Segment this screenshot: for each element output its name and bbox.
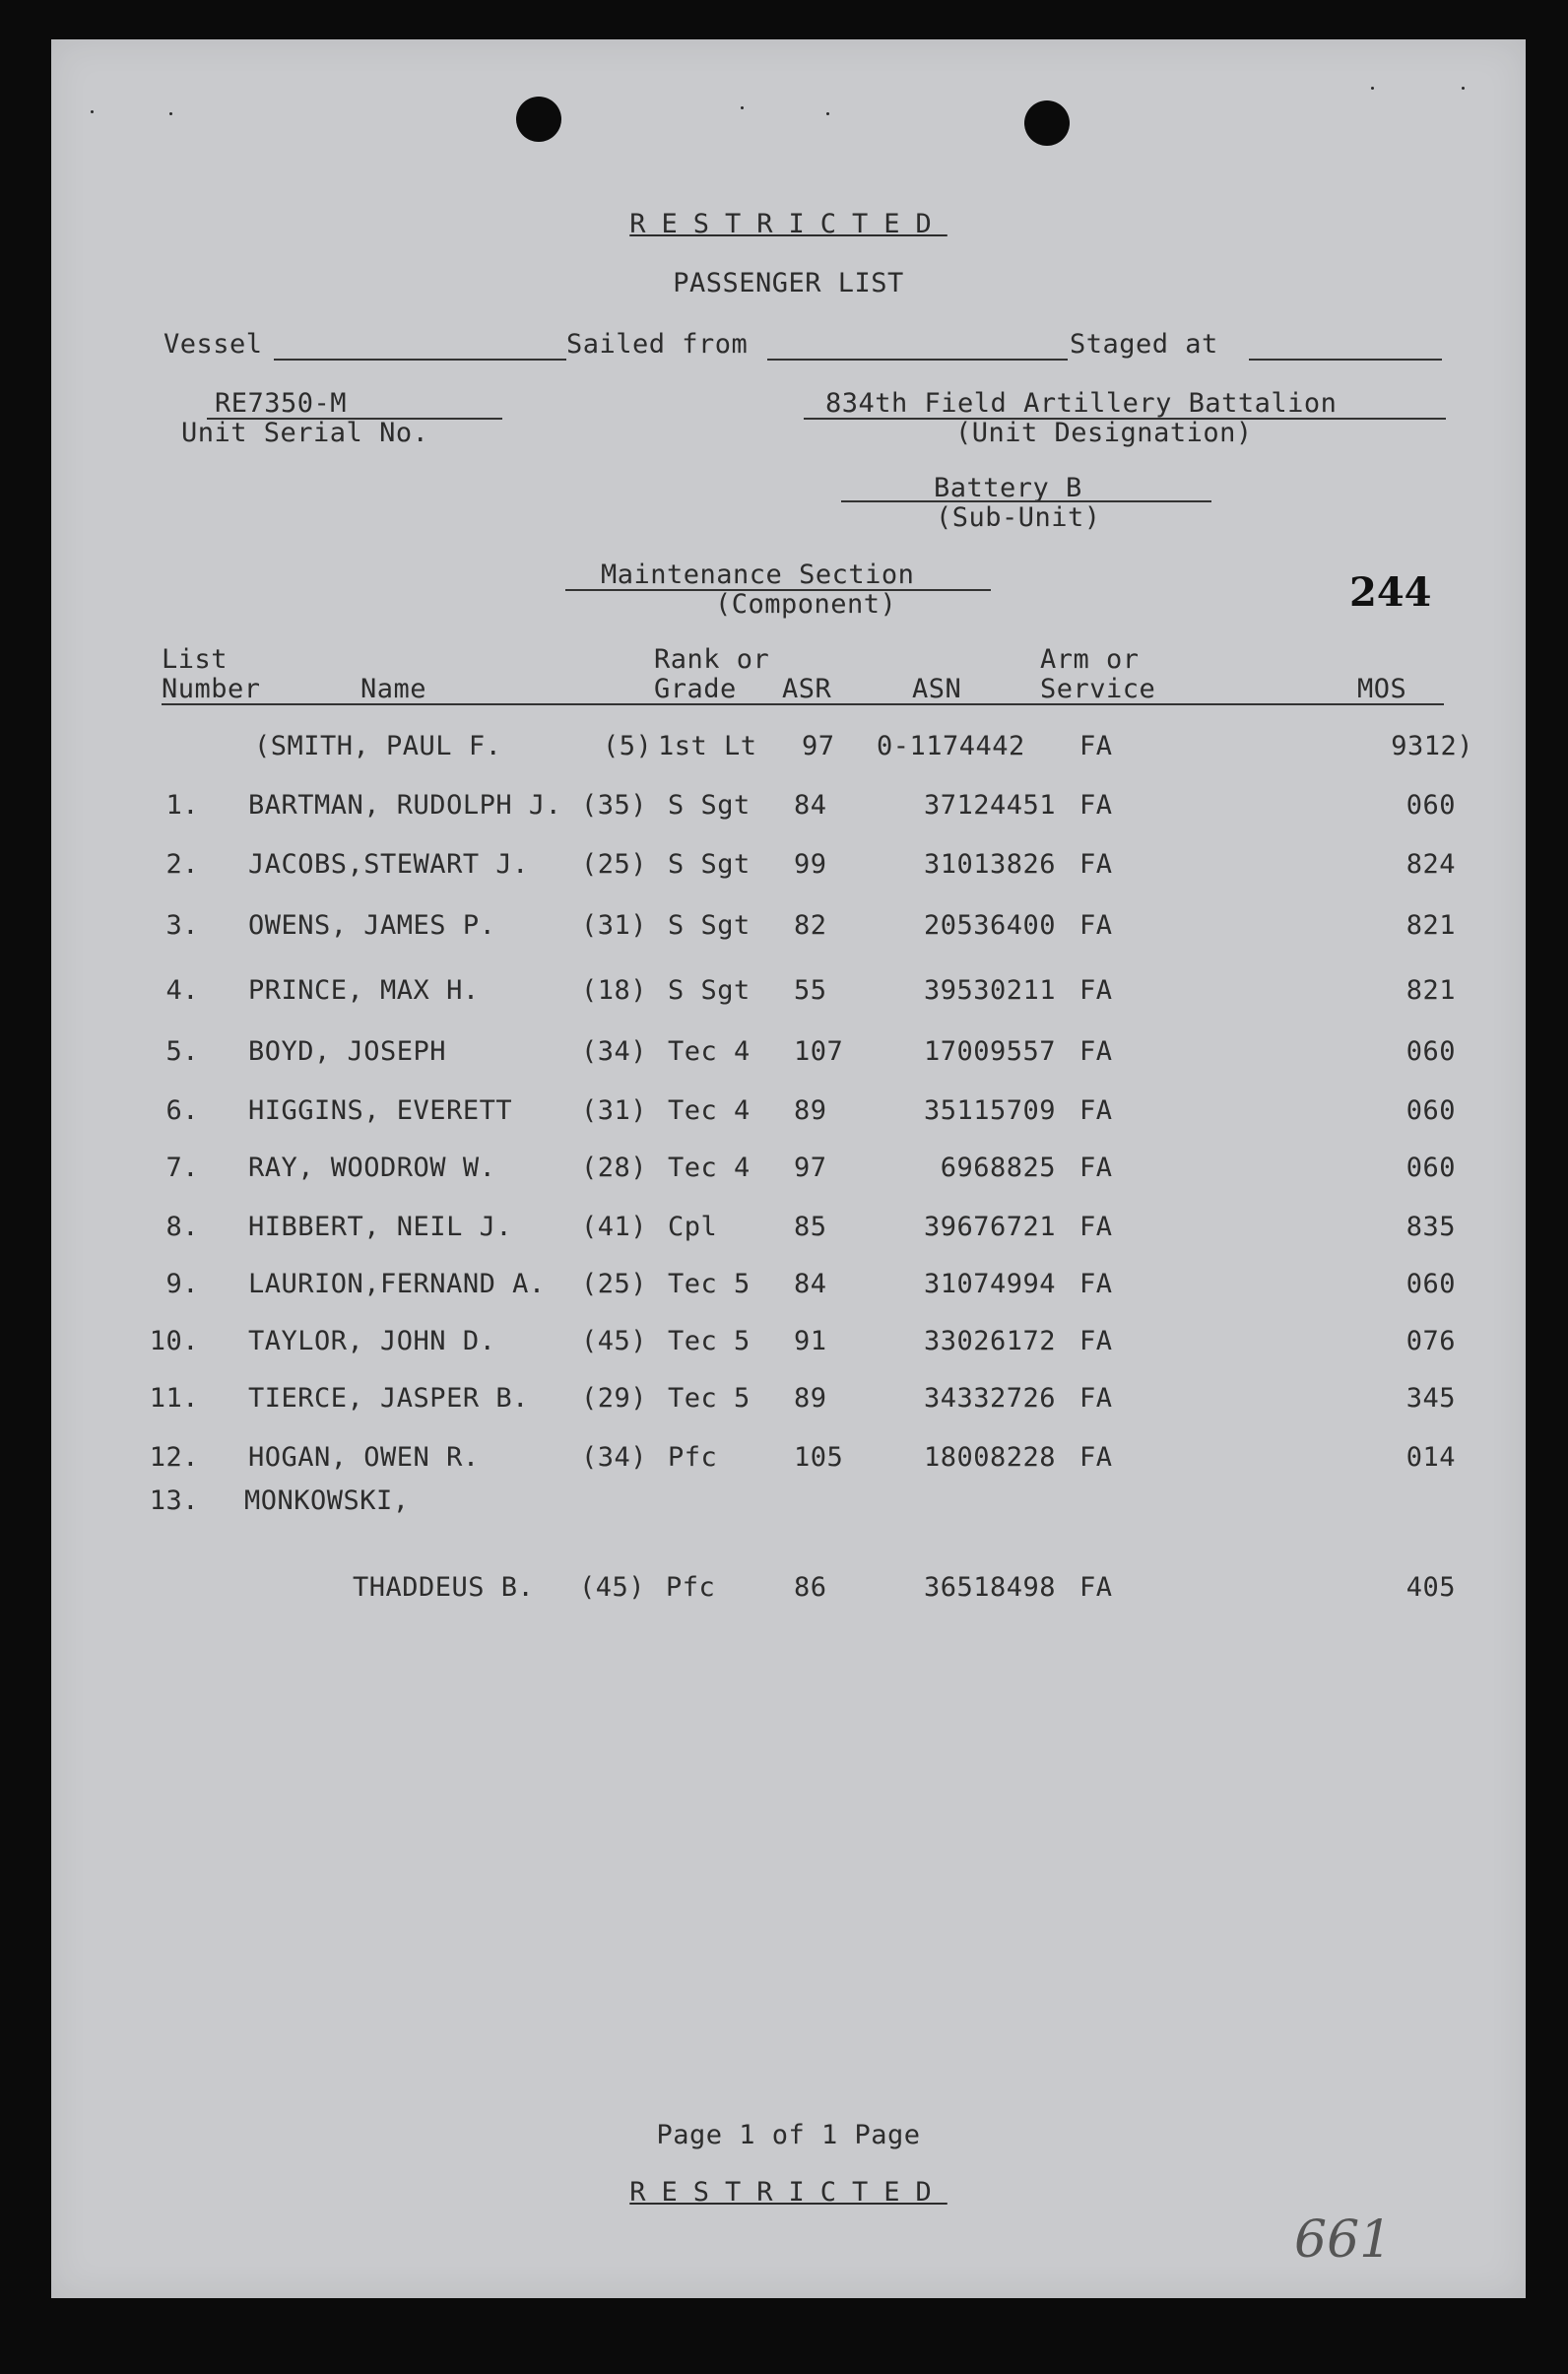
- row-age: (28): [581, 1153, 648, 1183]
- row-age: (45): [579, 1572, 646, 1603]
- row-rank: S Sgt: [668, 790, 751, 821]
- row-name: LAURION,FERNAND A.: [248, 1269, 546, 1299]
- vessel-blank-line: [274, 359, 566, 361]
- row-name: TAYLOR, JOHN D.: [248, 1326, 496, 1356]
- row-number: 7.: [165, 1153, 199, 1183]
- component-label: (Component): [715, 589, 897, 620]
- row-asr: 105: [794, 1442, 844, 1473]
- row-name: JACOBS,STEWART J.: [248, 849, 529, 880]
- table-row: [51, 1153, 1526, 1192]
- row-number: 4.: [165, 975, 199, 1006]
- row-asr: 86: [794, 1572, 827, 1603]
- handwritten-number: 661: [1294, 2210, 1393, 2270]
- row-rank: Pfc: [666, 1572, 716, 1603]
- row-rank: Pfc: [668, 1442, 718, 1473]
- row-asr: 89: [794, 1383, 827, 1414]
- row-mos: 821: [1405, 910, 1456, 941]
- row-mos: 014: [1405, 1442, 1456, 1473]
- row-number: 11.: [149, 1383, 199, 1414]
- row-asr: 97: [794, 1153, 827, 1183]
- row-name: BARTMAN, RUDOLPH J.: [248, 790, 562, 821]
- row-arm: FA: [1079, 1383, 1113, 1414]
- row-rank: Tec 4: [668, 1153, 751, 1183]
- row-asn: 39530211: [923, 975, 1056, 1006]
- table-row: [51, 1036, 1526, 1076]
- row-age: (25): [581, 849, 648, 880]
- row-name: BOYD, JOSEPH: [248, 1036, 447, 1067]
- row-rank: Tec 5: [668, 1326, 751, 1356]
- row-number: 2.: [165, 849, 199, 880]
- row-rank: S Sgt: [668, 975, 751, 1006]
- row-age: (31): [581, 910, 648, 941]
- table-row: [51, 1383, 1526, 1422]
- row-asn: 31074994: [923, 1269, 1056, 1299]
- row-arm: FA: [1079, 1269, 1113, 1299]
- unit-designation-label: (Unit Designation): [955, 418, 1253, 448]
- document-title: PASSENGER LIST: [673, 268, 904, 298]
- row-asn: 17009557: [923, 1036, 1056, 1067]
- classification-bottom: RESTRICTED: [629, 2177, 947, 2208]
- officer-asn: 0-1174442: [877, 731, 1025, 761]
- row-asn: 33026172: [923, 1326, 1056, 1356]
- row-rank: Tec 5: [668, 1383, 751, 1414]
- table-row: [51, 1442, 1526, 1482]
- row-number: 5.: [165, 1036, 199, 1067]
- row-arm: FA: [1079, 1212, 1113, 1242]
- unit-serial-label: Unit Serial No.: [181, 418, 429, 448]
- row-mos: 060: [1405, 1095, 1456, 1126]
- officer-row: [51, 731, 1526, 770]
- col-rank-1: Rank or: [654, 644, 770, 675]
- row-asr: 84: [794, 1269, 827, 1299]
- officer-age: (5): [603, 731, 653, 761]
- table-row: [51, 910, 1526, 950]
- row-name-line2: THADDEUS B.: [353, 1572, 535, 1603]
- row-asn: 36518498: [923, 1572, 1056, 1603]
- row-mos: 835: [1405, 1212, 1456, 1242]
- row-arm: FA: [1079, 1036, 1113, 1067]
- table-row: [51, 1326, 1526, 1365]
- unit-serial-value: RE7350-M: [215, 388, 348, 419]
- row-mos: 060: [1405, 1153, 1456, 1183]
- col-name: Name: [360, 674, 427, 704]
- table-row: [51, 1269, 1526, 1308]
- speck: [741, 106, 744, 109]
- row-mos: 076: [1405, 1326, 1456, 1356]
- row-asr: 82: [794, 910, 827, 941]
- row-arm: FA: [1079, 849, 1113, 880]
- row-arm: FA: [1079, 790, 1113, 821]
- row-age: (31): [581, 1095, 648, 1126]
- officer-name: (SMITH, PAUL F.: [254, 731, 502, 761]
- component-value: Maintenance Section: [601, 560, 915, 590]
- row-asr: 91: [794, 1326, 827, 1356]
- row-asn: 20536400: [923, 910, 1056, 941]
- page-indicator: Page 1 of 1 Page: [656, 2120, 921, 2150]
- row-number: 8.: [165, 1212, 199, 1242]
- staged-at-blank-line: [1249, 359, 1442, 361]
- speck: [91, 110, 94, 113]
- sailed-from-blank-line: [767, 359, 1068, 361]
- punch-hole: [1024, 100, 1070, 146]
- row-mos: 060: [1405, 1269, 1456, 1299]
- row-age: (18): [581, 975, 648, 1006]
- table-row: [51, 790, 1526, 829]
- col-arm-2: Service: [1040, 674, 1156, 704]
- row-arm: FA: [1079, 910, 1113, 941]
- col-asr: ASR: [782, 674, 832, 704]
- row-asn: 39676721: [923, 1212, 1056, 1242]
- table-row: [51, 975, 1526, 1015]
- row-mos: 824: [1405, 849, 1456, 880]
- col-arm-1: Arm or: [1040, 644, 1140, 675]
- row-arm: FA: [1079, 1095, 1113, 1126]
- col-list-number-1: List: [162, 644, 229, 675]
- row-asr: 89: [794, 1095, 827, 1126]
- row-name: HOGAN, OWEN R.: [248, 1442, 480, 1473]
- table-row: [51, 1485, 1526, 1603]
- row-age: (45): [581, 1326, 648, 1356]
- speck: [169, 112, 172, 115]
- row-age: (35): [581, 790, 648, 821]
- sub-unit-label: (Sub-Unit): [936, 502, 1101, 533]
- row-mos: 821: [1405, 975, 1456, 1006]
- row-asn: 6968825: [940, 1153, 1056, 1183]
- row-asn: 31013826: [923, 849, 1056, 880]
- speck: [1371, 87, 1374, 90]
- row-age: (34): [581, 1442, 648, 1473]
- table-row: [51, 849, 1526, 889]
- speck: [1462, 87, 1465, 90]
- row-asn: 35115709: [923, 1095, 1056, 1126]
- officer-arm: FA: [1079, 731, 1113, 761]
- staged-at-label: Staged at: [1070, 329, 1218, 360]
- sailed-from-label: Sailed from: [566, 329, 749, 360]
- header-rule: [162, 703, 1444, 705]
- row-asn: 34332726: [923, 1383, 1056, 1414]
- row-asr: 84: [794, 790, 827, 821]
- row-name: OWENS, JAMES P.: [248, 910, 496, 941]
- row-asr: 55: [794, 975, 827, 1006]
- row-rank: S Sgt: [668, 849, 751, 880]
- row-arm: FA: [1079, 1326, 1113, 1356]
- officer-mos: 9312): [1391, 731, 1473, 761]
- row-number: 1.: [165, 790, 199, 821]
- row-rank: Tec 5: [668, 1269, 751, 1299]
- row-mos: 405: [1405, 1572, 1456, 1603]
- row-name: HIBBERT, NEIL J.: [248, 1212, 513, 1242]
- row-number: 12.: [149, 1442, 199, 1473]
- row-rank: Tec 4: [668, 1095, 751, 1126]
- row-name-line1: MONKOWSKI,: [244, 1485, 410, 1516]
- row-asr: 99: [794, 849, 827, 880]
- officer-rank: 1st Lt: [658, 731, 757, 761]
- row-asr: 85: [794, 1212, 827, 1242]
- officer-asr: 97: [802, 731, 835, 761]
- row-asn: 37124451: [923, 790, 1056, 821]
- row-asr: 107: [794, 1036, 844, 1067]
- row-number: 10.: [149, 1326, 199, 1356]
- row-age: (41): [581, 1212, 648, 1242]
- punch-hole: [516, 97, 561, 142]
- table-row: [51, 1095, 1526, 1135]
- row-age: (29): [581, 1383, 648, 1414]
- row-name: PRINCE, MAX H.: [248, 975, 480, 1006]
- row-mos: 060: [1405, 1036, 1456, 1067]
- speck: [826, 112, 829, 115]
- row-number: 3.: [165, 910, 199, 941]
- row-name: RAY, WOODROW W.: [248, 1153, 496, 1183]
- row-age: (25): [581, 1269, 648, 1299]
- row-rank: Tec 4: [668, 1036, 751, 1067]
- col-list-number-2: Number: [162, 674, 261, 704]
- row-mos: 345: [1405, 1383, 1456, 1414]
- col-asn: ASN: [912, 674, 962, 704]
- sub-unit-value: Battery B: [934, 473, 1082, 503]
- row-age: (34): [581, 1036, 648, 1067]
- row-number: 13.: [149, 1485, 199, 1516]
- row-rank: S Sgt: [668, 910, 751, 941]
- row-arm: FA: [1079, 1153, 1113, 1183]
- col-mos: MOS: [1357, 674, 1407, 704]
- page-stamp-number: 244: [1349, 569, 1432, 616]
- row-number: 9.: [165, 1269, 199, 1299]
- row-arm: FA: [1079, 1572, 1113, 1603]
- row-number: 6.: [165, 1095, 199, 1126]
- row-asn: 18008228: [923, 1442, 1056, 1473]
- unit-designation-value: 834th Field Artillery Battalion: [825, 388, 1338, 419]
- vessel-label: Vessel: [163, 329, 263, 360]
- col-rank-2: Grade: [654, 674, 737, 704]
- table-row: [51, 1212, 1526, 1251]
- classification-top: RESTRICTED: [629, 209, 947, 239]
- document-page: [51, 39, 1526, 2298]
- row-arm: FA: [1079, 975, 1113, 1006]
- row-name: TIERCE, JASPER B.: [248, 1383, 529, 1414]
- row-mos: 060: [1405, 790, 1456, 821]
- row-arm: FA: [1079, 1442, 1113, 1473]
- row-name: HIGGINS, EVERETT: [248, 1095, 513, 1126]
- row-rank: Cpl: [668, 1212, 718, 1242]
